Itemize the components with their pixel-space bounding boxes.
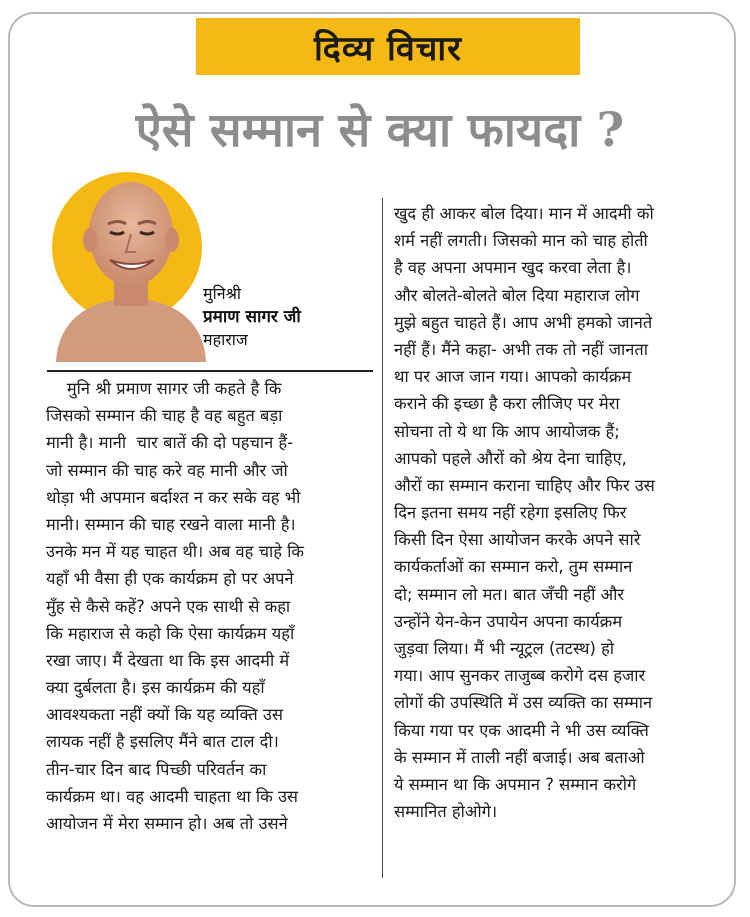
text-line: तीन-चार दिन बाद पिच्छी परिवर्तन का	[46, 759, 267, 779]
text-line: था पर आज जान गया। आपको कार्यक्रम	[394, 367, 632, 387]
text-line: यहाँ भी वैसा ही एक कार्यक्रम हो पर अपने	[46, 569, 294, 589]
text-line: उन्होंने येन-केन उपायेन अपना कार्यक्रम	[394, 611, 623, 631]
text-line: शर्म नहीं लगती। जिसको मान को चाह होती	[394, 231, 648, 251]
text-line: सोचना तो ये था कि आप आयोजक हैं;	[394, 421, 620, 441]
text-line: नहीं हैं। मैंने कहा- अभी तक तो नहीं जानता	[394, 339, 648, 359]
text-line: और बोलते-बोलते बोल दिया महाराज लोग	[394, 285, 640, 305]
text-line: किसी दिन ऐसा आयोजन करके अपने सारे	[394, 530, 641, 550]
author-prefix: मुनिश्री	[203, 284, 242, 303]
text-line: कि महाराज से कहो कि ऐसा कार्यक्रम यहाँ	[46, 623, 295, 643]
text-line: खुद ही आकर बोल दिया। मान में आदमी को	[394, 204, 654, 223]
text-line: मानी। सम्मान की चाह रखने वाला मानी है।	[46, 514, 296, 534]
text-line: आयोजन में मेरा सम्मान हो। अब तो उसने	[46, 814, 288, 833]
text-line: आपको पहले औरों को श्रेय देना चाहिए,	[394, 448, 627, 468]
text-line: जो सम्मान की चाह करे वह मानी और जो	[46, 460, 288, 480]
author-suffix: महाराज	[203, 330, 248, 349]
text-line: किया गया पर एक आदमी ने भी उस व्यक्ति	[394, 720, 649, 740]
section-banner-text: दिव्य विचार	[313, 28, 463, 69]
text-line: सम्मानित होओगे।	[394, 802, 498, 822]
text-line: उनके मन में यह चाहत थी। अब वह चाहे कि	[46, 542, 304, 562]
author-portrait	[46, 172, 216, 362]
text-line: दो; सम्मान लो मत। बात जँची नहीं और	[394, 584, 625, 604]
text-line: कार्यकर्ताओं का सम्मान करो, तुम सम्मान	[394, 557, 633, 577]
text-line: ये सम्मान था कि अपमान ? सम्मान करोगे	[394, 774, 637, 794]
text-line: लायक नहीं है इसलिए मैंने बात टाल दी।	[46, 732, 279, 752]
text-line: क्या दुर्बलता है। इस कार्यक्रम की यहाँ	[46, 678, 265, 698]
article-column-right	[394, 200, 724, 825]
author-byline	[203, 283, 383, 351]
text-line: मुझे बहुत चाहते हैं। आप अभी हमको जानते	[394, 312, 653, 332]
text-line: थोड़ा भी अपमान बर्दाश्त न कर सके वह भी	[46, 487, 301, 507]
text-line: लोगों की उपस्थिति में उस व्यक्ति का सम्मान	[394, 693, 653, 713]
column-divider	[382, 198, 383, 878]
text-line: गया। आप सुनकर ताजुब्ब करोगे दस हजार	[394, 666, 646, 686]
section-banner	[196, 18, 580, 75]
article-headline: ऐसे सम्मान से क्या फायदा ?	[135, 103, 625, 158]
text-line: जुड़वा लिया। मैं भी न्यूट्रल (तटस्थ) हो	[394, 639, 615, 658]
text-line: आवश्यकता नहीं क्यों कि यह व्यक्ति उस	[46, 705, 283, 725]
author-name: प्रमाण सागर जी	[203, 307, 301, 327]
text-line: मुँह से कैसे कहें? अपने एक साथी से कहा	[46, 596, 291, 616]
text-line: रखा जाए। मैं देखता था कि इस आदमी में	[46, 650, 290, 670]
text-line: औरों का सम्मान कराना चाहिए और फिर उस	[394, 475, 655, 495]
text-line: है वह अपना अपमान खुद करवा लेता है।	[394, 258, 632, 278]
text-line: जिसको सम्मान की चाह है वह बहुत बड़ा	[46, 406, 283, 426]
text-line: मुनि श्री प्रमाण सागर जी कहते है कि	[46, 379, 282, 398]
text-line: मानी है। मानी चार बातें की दो पहचान हैं-	[46, 433, 294, 453]
text-line: कार्यक्रम था। वह आदमी चाहता था कि उस	[46, 786, 299, 806]
text-line: दिन इतना समय नहीं रहेगा इसलिए फिर	[394, 503, 627, 523]
article-column-left	[46, 375, 376, 837]
text-line: के सम्मान में ताली नहीं बजाई। अब बताओ	[394, 747, 645, 767]
text-line: कराने की इच्छा है करा लीजिए पर मेरा	[394, 394, 620, 414]
byline-divider	[47, 370, 373, 372]
